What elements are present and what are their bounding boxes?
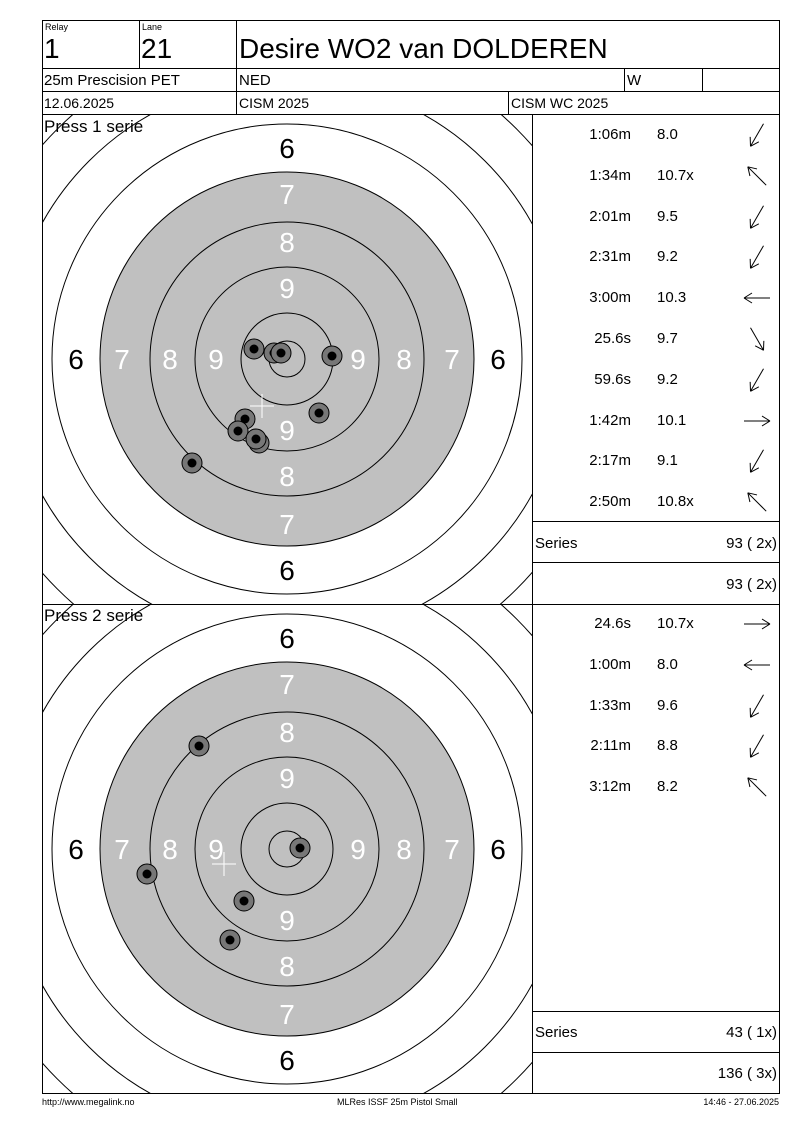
ring-number: 7 [444, 834, 460, 865]
ring-number: 7 [444, 344, 460, 375]
category: W [627, 72, 642, 89]
shot-row [533, 239, 779, 275]
ring-number: 6 [279, 623, 295, 654]
series-label-1: Series [535, 535, 578, 552]
shot-hole-center [252, 435, 261, 444]
match-name: CISM WC 2025 [511, 95, 609, 111]
ring-number: 9 [279, 415, 295, 446]
shot-score: 9.1 [657, 452, 678, 470]
shot-score: 10.3 [657, 289, 687, 307]
shot-hole-center [315, 409, 324, 418]
shot-hole-center [226, 936, 235, 945]
shot-row [533, 647, 779, 683]
shot-time: 2:50m [589, 493, 631, 511]
ring-number: 7 [279, 179, 295, 210]
shot-score: 9.2 [657, 370, 678, 388]
direction-arrow-icon [741, 771, 773, 803]
shot-time: 59.6s [594, 370, 631, 388]
shot-time: 2:17m [589, 452, 631, 470]
shot-hole-center [195, 742, 204, 751]
shot-time: 25.6s [594, 330, 631, 347]
shot-score: 9.2 [657, 248, 678, 266]
shot-score: 9.6 [657, 696, 678, 714]
ring-number: 7 [114, 344, 130, 375]
shot-row [533, 606, 779, 642]
target-area-2 [43, 605, 532, 1094]
shot-row [533, 728, 779, 764]
ring-number: 6 [490, 834, 506, 865]
shot-row [533, 362, 779, 398]
relay-number: 1 [44, 33, 60, 64]
ring-number: 7 [279, 669, 295, 700]
running-total-2: 136 ( 3x) [717, 1065, 777, 1082]
ring-number: 6 [68, 344, 84, 375]
ring-number: 8 [279, 717, 295, 748]
target-1 [43, 115, 532, 604]
shot-hole-center [188, 459, 197, 468]
direction-arrow-icon [741, 364, 773, 396]
shot-row [533, 769, 779, 805]
shot-hole-center [328, 352, 337, 361]
ring-number: 9 [208, 344, 224, 375]
event-name: 25m Prescision PET [44, 72, 180, 89]
shot-score: 10.1 [657, 411, 687, 429]
ring-number: 9 [208, 834, 224, 865]
direction-arrow-icon [741, 649, 773, 681]
direction-arrow-icon [741, 323, 773, 355]
shot-score: 8.8 [657, 737, 678, 755]
ring-number: 8 [279, 227, 295, 258]
ring-number: 8 [279, 461, 295, 492]
series-total-2: 43 ( 1x) [726, 1024, 777, 1041]
running-total-1: 93 ( 2x) [726, 576, 777, 593]
ring-number: 8 [162, 344, 178, 375]
shot-score: 8.0 [657, 126, 678, 143]
shot-score: 9.5 [657, 207, 678, 225]
shot-time: 3:12m [589, 778, 631, 796]
direction-arrow-icon [741, 241, 773, 273]
footer-url[interactable]: http://www.megalink.no [42, 1097, 135, 1107]
shot-time: 2:01m [589, 207, 631, 225]
ring-number: 6 [279, 133, 295, 164]
shot-hole-center [234, 427, 243, 436]
ring-number: 7 [279, 509, 295, 540]
shot-row [533, 403, 779, 439]
shot-time: 24.6s [594, 615, 631, 632]
direction-arrow-icon [741, 690, 773, 722]
footer-printed: 14:46 - 27.06.2025 [703, 1097, 779, 1107]
date: 12.06.2025 [44, 95, 115, 111]
series-label-2: Series [535, 1024, 578, 1041]
direction-arrow-icon [741, 445, 773, 477]
ring-number: 6 [279, 555, 295, 586]
shot-time: 2:31m [589, 248, 631, 266]
shot-row [533, 117, 779, 153]
series-title-2: Press 2 serie [44, 606, 144, 625]
direction-arrow-icon [741, 201, 773, 233]
ring-number: 9 [279, 763, 295, 794]
nation: NED [239, 72, 271, 89]
relay-label: Relay [45, 22, 69, 32]
ring-number: 6 [490, 344, 506, 375]
shooter-name: Desire WO2 van DOLDEREN [239, 33, 608, 64]
lane-number: 21 [141, 33, 173, 64]
ring-number: 9 [350, 834, 366, 865]
shot-row [533, 158, 779, 194]
shot-time: 1:34m [589, 166, 631, 184]
direction-arrow-icon [741, 119, 773, 151]
shot-score: 9.7 [657, 330, 678, 347]
ring-number: 8 [396, 834, 412, 865]
lane-label: Lane [142, 22, 163, 32]
direction-arrow-icon [741, 282, 773, 314]
shot-score: 8.2 [657, 778, 678, 796]
ring-number: 8 [279, 951, 295, 982]
shot-time: 3:00m [589, 289, 631, 307]
direction-arrow-icon [741, 486, 773, 518]
direction-arrow-icon [741, 730, 773, 762]
shot-time: 1:42m [589, 411, 631, 429]
shot-time: 1:00m [589, 655, 631, 673]
shot-row [533, 484, 779, 520]
shot-score: 10.7x [657, 615, 694, 632]
ring-number: 9 [350, 344, 366, 375]
shot-row [533, 199, 779, 235]
ring-number: 6 [68, 834, 84, 865]
direction-arrow-icon [741, 160, 773, 192]
target-2 [43, 605, 532, 1094]
shot-hole-center [277, 349, 286, 358]
direction-arrow-icon [741, 608, 773, 640]
ring-number: 6 [279, 1045, 295, 1076]
shot-hole-center [296, 844, 305, 853]
ring-number: 9 [279, 905, 295, 936]
footer-software: MLRes ISSF 25m Pistol Small [337, 1097, 458, 1107]
series-title-1: Press 1 serie [44, 117, 144, 136]
ring-number: 8 [162, 834, 178, 865]
direction-arrow-icon [741, 405, 773, 437]
shot-row [533, 443, 779, 479]
shot-score: 8.0 [657, 655, 678, 673]
ring-number: 9 [279, 273, 295, 304]
shot-row [533, 321, 779, 357]
shot-hole-center [240, 897, 249, 906]
shot-score: 10.7x [657, 166, 694, 184]
shot-score: 10.8x [657, 493, 694, 511]
series-total-1: 93 ( 2x) [726, 535, 777, 552]
ring-number: 7 [279, 999, 295, 1030]
target-area-1 [43, 115, 532, 604]
shot-time: 1:33m [589, 696, 631, 714]
shot-row [533, 688, 779, 724]
shot-hole-center [143, 870, 152, 879]
ring-number: 8 [396, 344, 412, 375]
shot-row [533, 280, 779, 316]
shot-hole-center [250, 345, 259, 354]
ring-number: 7 [114, 834, 130, 865]
shot-time: 2:11m [590, 737, 631, 755]
competition: CISM 2025 [239, 95, 310, 111]
shot-time: 1:06m [589, 126, 631, 143]
